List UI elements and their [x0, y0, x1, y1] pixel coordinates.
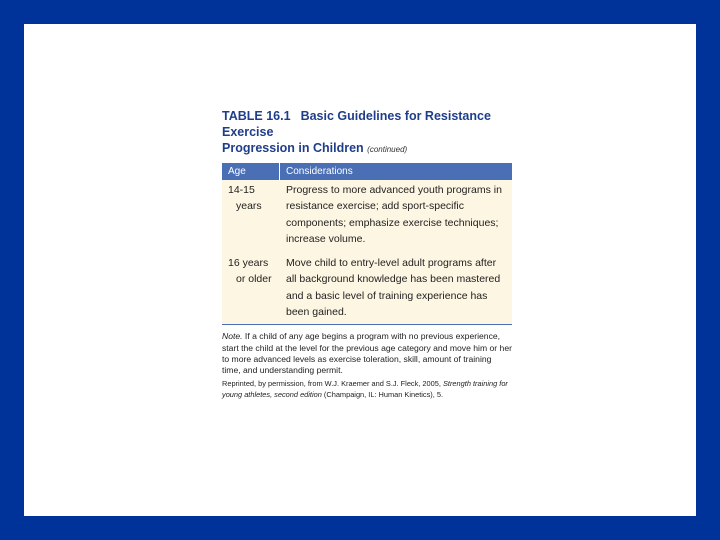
age-line2: or older — [236, 273, 272, 286]
slide-canvas — [24, 24, 696, 516]
guidelines-table — [222, 163, 512, 325]
table-body — [222, 180, 512, 325]
age-cell — [222, 255, 280, 320]
table-header — [222, 163, 512, 180]
age-line2: years — [236, 200, 262, 213]
table-figure — [222, 108, 512, 400]
considerations-cell: Progress to more advanced youth programs in resistance exercise; add sport-specific components; emphasize exercise techniques; increase volume. — [286, 184, 502, 245]
credit-prefix: Reprinted, by permission, from W.J. Kraemer and S.J. Fleck, 2005, — [222, 379, 443, 389]
table-title-line2: Progression in Children — [222, 141, 364, 155]
age-line1: 14-15 — [228, 184, 255, 196]
note-label: Note. — [222, 331, 243, 342]
table-label: TABLE — [222, 109, 263, 123]
table-note — [222, 331, 512, 376]
age-cell — [222, 182, 280, 247]
table-row — [222, 182, 512, 247]
header-age: Age — [222, 163, 280, 180]
note-text: If a child of any age begins a program with no previous experience, start the child at the level for the previous age category and move him or her to more advanced levels as exercise toleration, skill, amount of training time, and understanding permit. — [222, 331, 512, 375]
source-credit — [222, 379, 512, 400]
considerations-cell: Move child to entry-level adult programs after all background knowledge has been mastered and a basic level of training experience has been gained. — [286, 257, 501, 319]
table-row — [222, 255, 512, 320]
credit-suffix: (Champaign, IL: Human Kinetics), 5. — [321, 389, 444, 399]
header-considerations: Considerations — [286, 166, 353, 177]
table-title-line1: Basic Guidelines for Resistance Exercise — [222, 109, 491, 139]
continued-label: (continued) — [367, 145, 408, 154]
table-title — [222, 108, 512, 158]
table-number: 16.1 — [266, 109, 291, 123]
age-line1: 16 years — [228, 257, 269, 270]
credit-book-title: Strength training for young athletes, second edition — [222, 379, 508, 399]
